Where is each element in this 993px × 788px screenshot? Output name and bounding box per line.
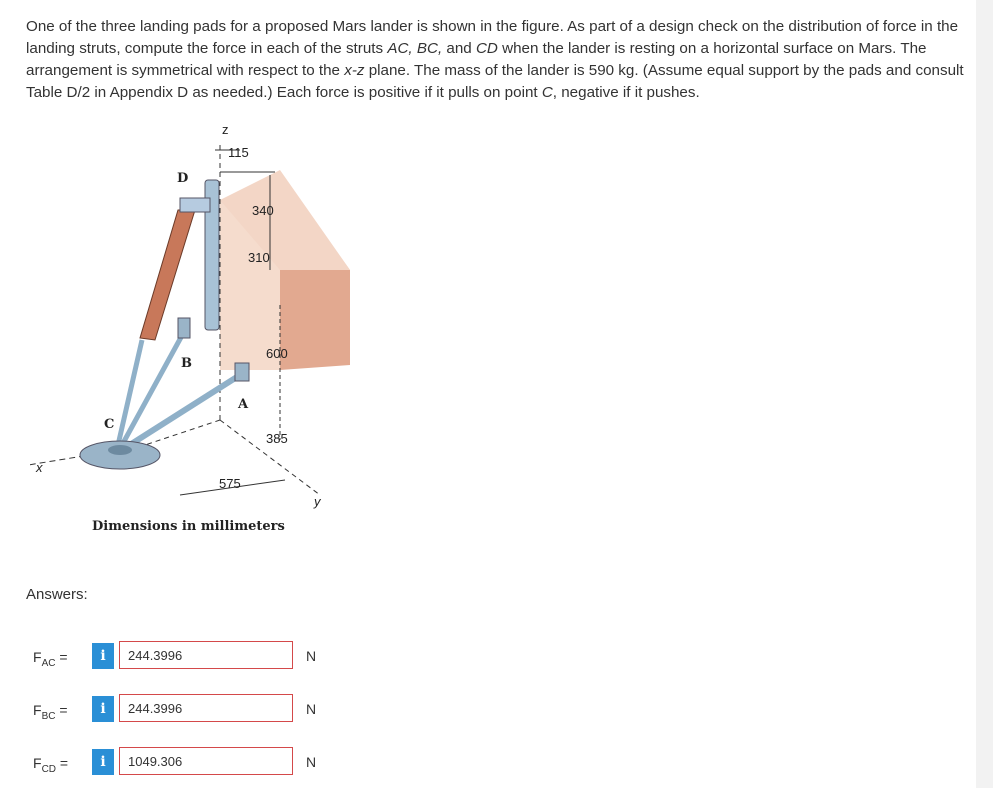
- label-b: B: [181, 356, 192, 371]
- figure-caption: Dimensions in millimeters: [92, 519, 285, 534]
- answer-label-fbc: $F_{BC}$ =: [33, 702, 68, 722]
- problem-strut-cd: CD: [475, 40, 498, 57]
- dim-label-575: 575: [219, 476, 241, 491]
- answer-label-fcd: $F_{CD}$ =: [33, 755, 69, 775]
- answer-row-fcd: [0, 747, 400, 779]
- problem-strut-ac-bc: AC, BC,: [387, 40, 443, 57]
- answer-input-fbc[interactable]: [119, 694, 293, 722]
- dim-label-385: 385: [266, 431, 288, 446]
- label-z: z: [222, 122, 229, 137]
- pad-hub: [108, 445, 132, 455]
- problem-statement: [26, 16, 966, 104]
- answer-unit-fac: N: [306, 648, 317, 664]
- problem-text-5: , negative if it pushes.: [552, 84, 700, 101]
- info-icon[interactable]: i: [92, 696, 114, 722]
- dim-label-310: 310: [248, 250, 270, 265]
- answers-heading: Answers:: [26, 586, 88, 603]
- lander-figure: [30, 120, 370, 560]
- problem-plane: x-z: [344, 62, 365, 79]
- dim-label-115: 115: [228, 145, 249, 160]
- lander-block-side: [280, 270, 350, 370]
- label-a: A: [238, 397, 249, 412]
- label-x: x: [36, 460, 43, 475]
- label-y: y: [314, 494, 321, 509]
- problem-text-4: plane. The mass of the lander is 590 kg. (Assume equal support by the pads and consult Table D/2 in Appendix D as needed.) Each force is positive if it pulls on point: [26, 62, 964, 101]
- answer-unit-fcd: N: [306, 754, 317, 770]
- problem-text-1: One of the three landing pads for a proposed Mars lander is shown in the figure. As part of a design check on the distribution of force in the landing struts, compute the force in each of the struts: [26, 18, 959, 57]
- problem-point-c: C: [541, 84, 553, 101]
- answer-label-fac: $F_{AC}$ =: [33, 649, 68, 669]
- label-c: C: [104, 417, 115, 432]
- joint-b: [178, 318, 190, 338]
- answer-row-fbc: [0, 694, 400, 726]
- dim-label-340: 340: [252, 203, 274, 218]
- answer-input-fac[interactable]: [119, 641, 293, 669]
- dim-label-600: 600: [266, 346, 288, 361]
- answer-row-fac: [0, 641, 400, 673]
- joint-a: [235, 363, 249, 381]
- scrollbar-track[interactable]: [976, 0, 993, 788]
- label-d: D: [177, 171, 189, 186]
- answer-input-fcd[interactable]: [119, 747, 293, 775]
- top-joint-d: [180, 198, 210, 212]
- info-icon[interactable]: i: [92, 643, 114, 669]
- lander-diagram: [30, 120, 370, 560]
- info-icon[interactable]: i: [92, 749, 114, 775]
- problem-text-2: and: [442, 40, 476, 57]
- answer-unit-fbc: N: [306, 701, 317, 717]
- problem-text-3: when the lander is resting on a horizontal surface on Mars. The arrangement is symmetrical with respect to the: [26, 40, 927, 79]
